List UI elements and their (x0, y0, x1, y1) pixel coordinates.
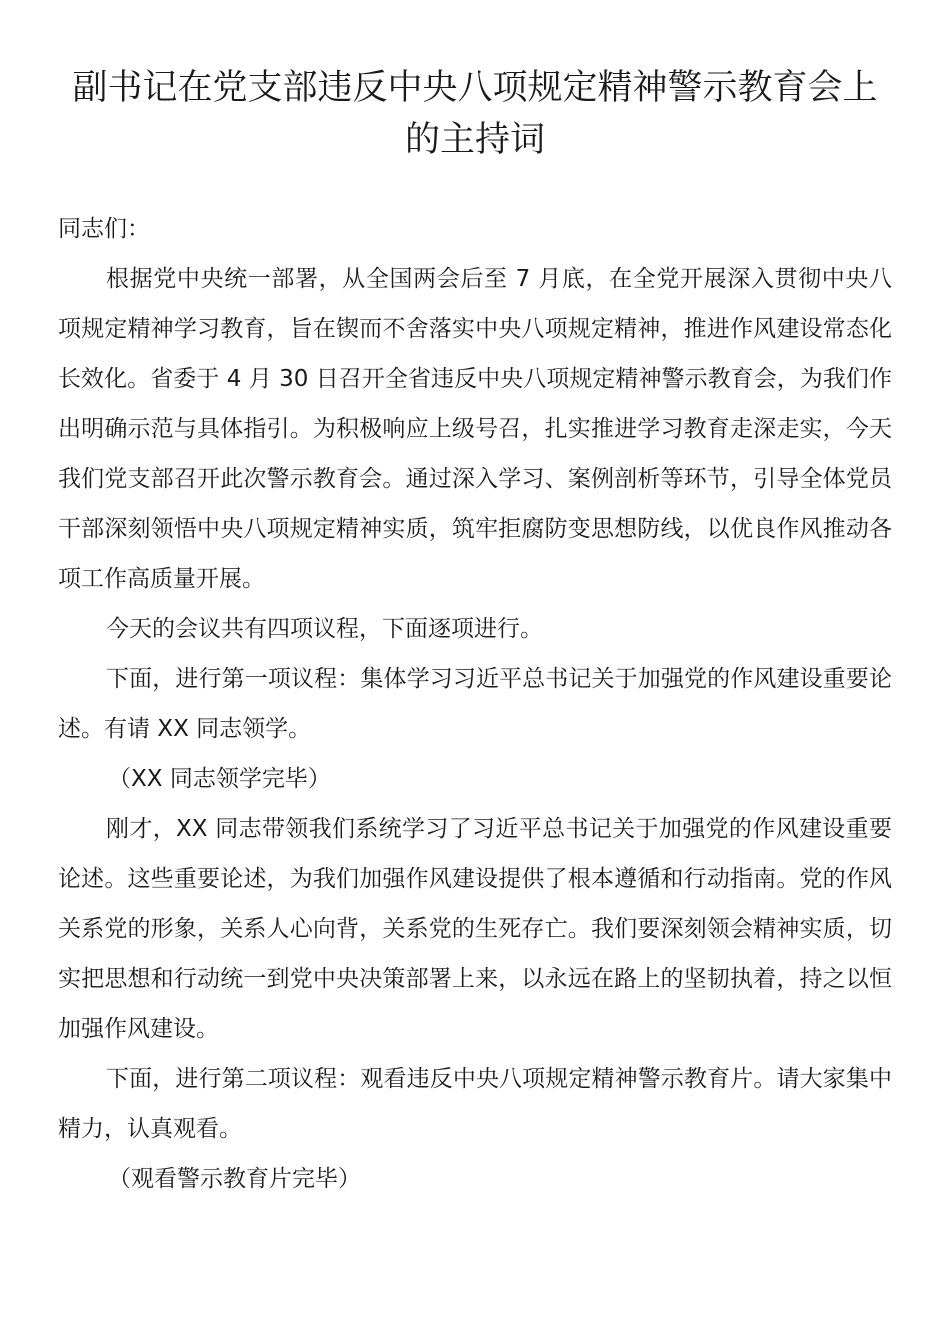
document-body (58, 204, 892, 1204)
salutation: 同志们： (58, 216, 150, 242)
document-title (58, 62, 892, 166)
paragraph-summary: 刚才，XX 同志带领我们系统学习了习近平总书记关于加强党的作风建设重要论述。这些重要论述，为我们加强作风建设提供了根本遵循和行动指南。党的作风关系党的形象，关系人心向背，关系党的生死存亡。我们要深刻领会精神实质，切实把思想和行动统一到党中央决策部署上来，以永远在路上的坚韧执着，持之以恒加强作风建设。 (58, 816, 892, 1042)
title-line-1: 副书记在党支部违反中央八项规定精神警示教育会上 (72, 68, 878, 108)
paragraph-intro: 根据党中央统一部署，从全国两会后至 7 月底，在全党开展深入贯彻中央八项规定精神学习教育，旨在锲而不舍落实中央八项规定精神，推进作风建设常态化长效化。省委于 4 月 30 日召开全省违反中央八项规定精神警示教育会，为我们作出明确示范与具体指引。为积极响应上级号召，扎实推进学习教育走深走实，今天我们党支部召开此次警示教育会。通过深入学习、案例剖析等环节，引导全体党员干部深刻领悟中央八项规定精神实质，筑牢拒腐防变思想防线，以优良作风推动各项工作高质量开展。 (58, 266, 892, 592)
paragraph-agenda: 今天的会议共有四项议程，下面逐项进行。 (106, 616, 543, 642)
paragraph-item-one: 下面，进行第一项议程：集体学习习近平总书记关于加强党的作风建设重要论述。有请 XX 同志领学。 (58, 666, 892, 742)
stage-note-2: （观看警示教育片完毕） (108, 1166, 361, 1192)
paragraph-item-two: 下面，进行第二项议程：观看违反中央八项规定精神警示教育片。请大家集中精力，认真观看。 (58, 1066, 892, 1142)
stage-note-1: （XX 同志领学完毕） (108, 766, 331, 792)
title-line-2: 的主持词 (404, 120, 545, 160)
